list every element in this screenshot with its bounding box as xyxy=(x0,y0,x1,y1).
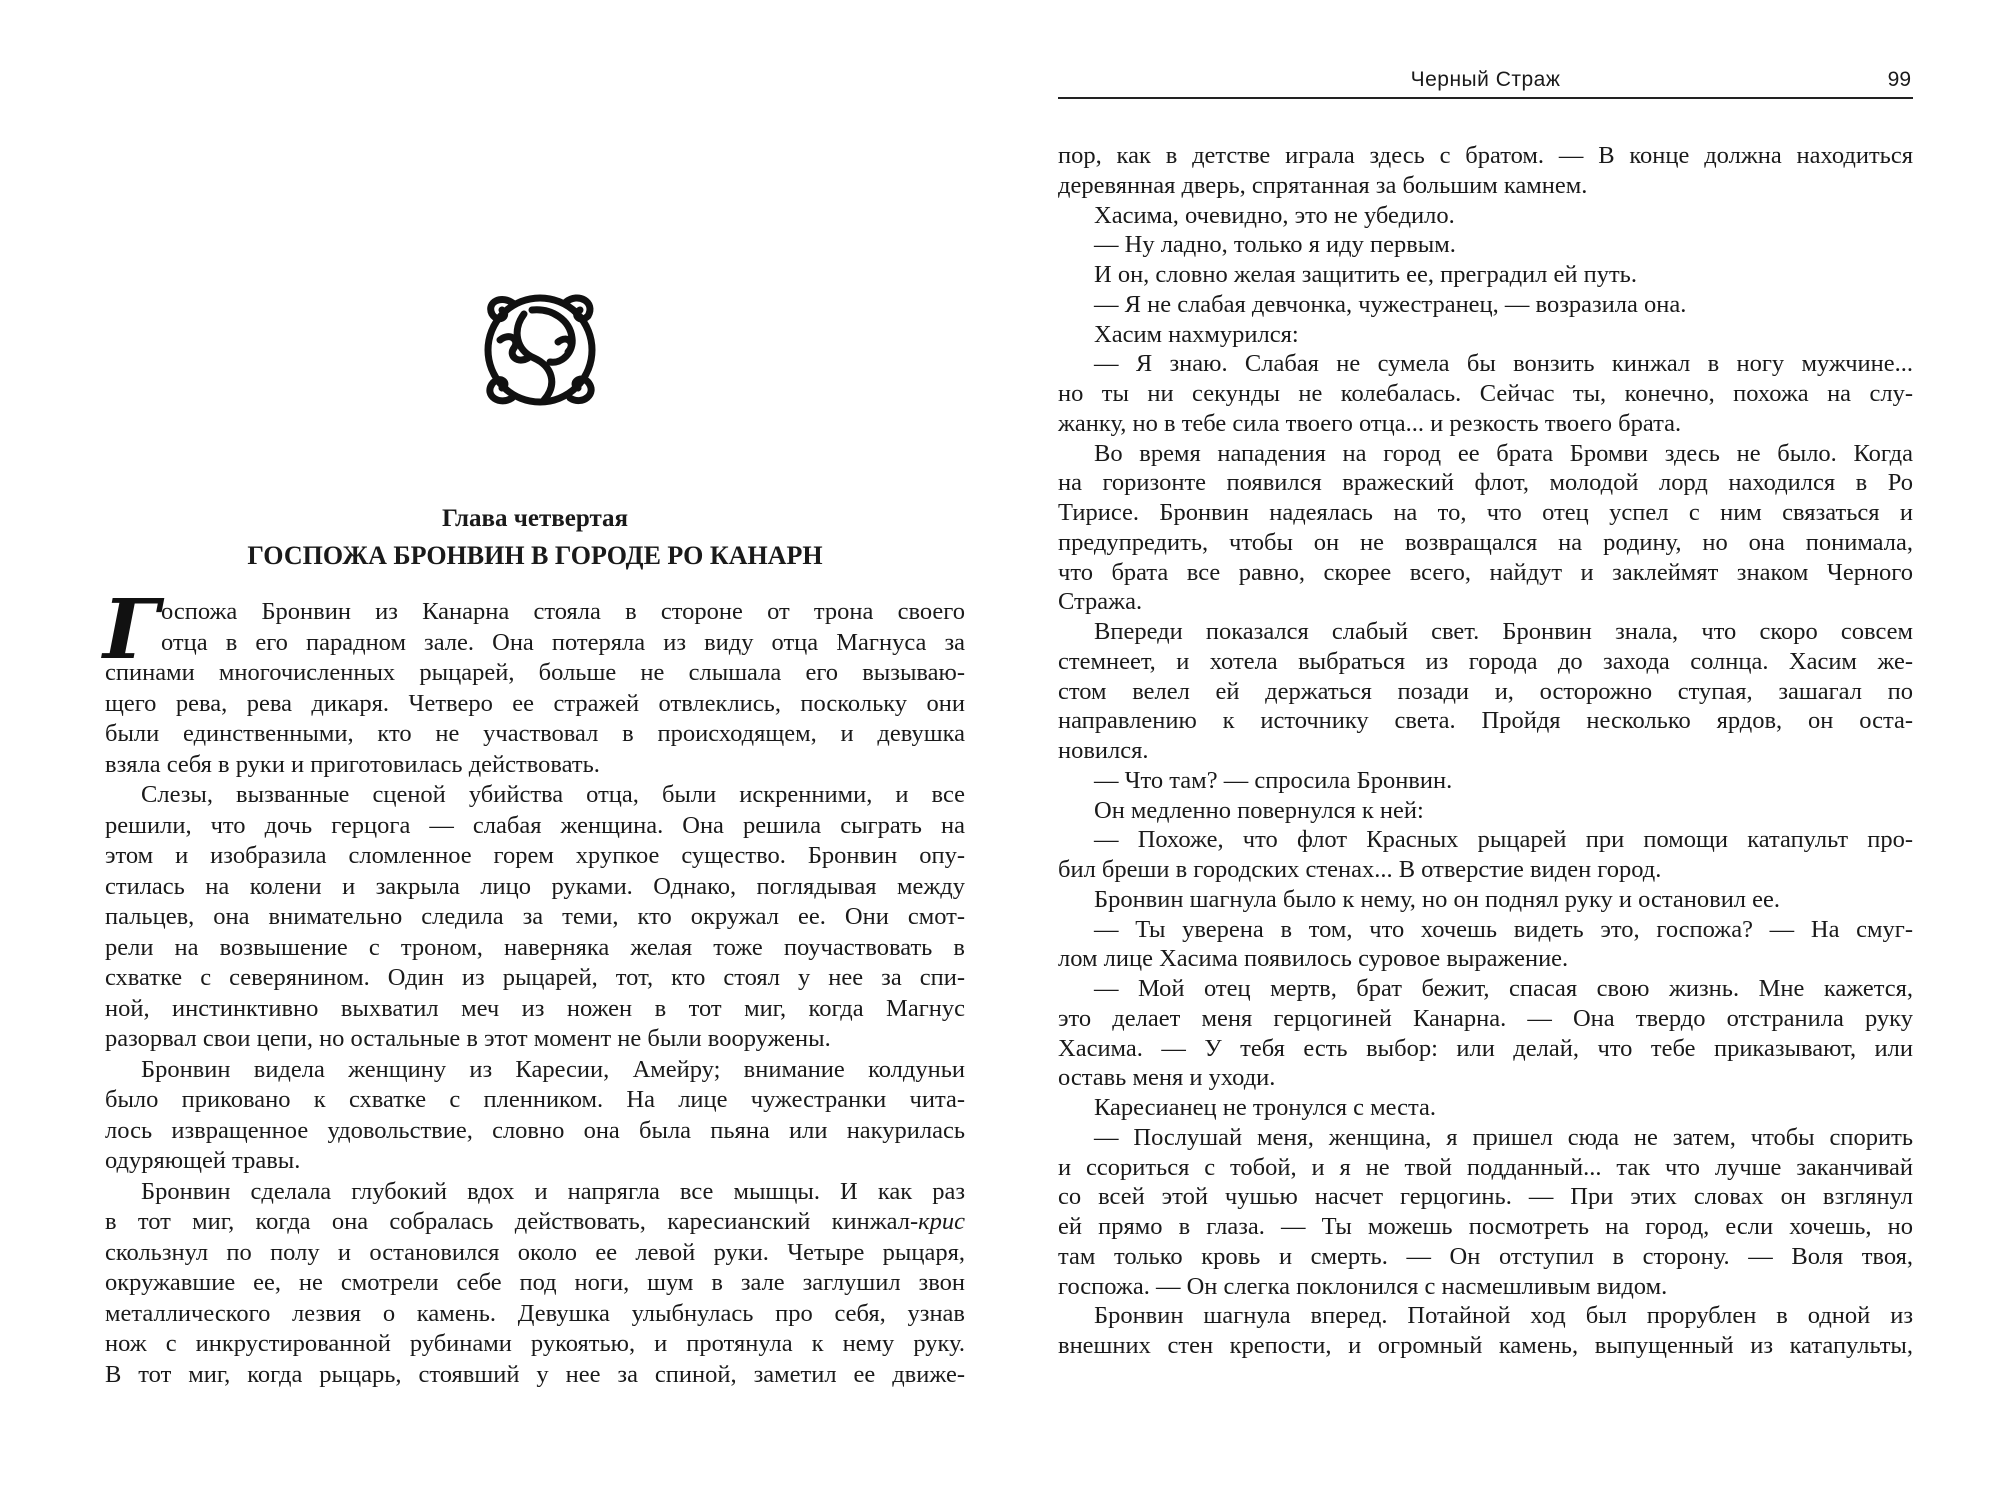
text-line: Бронвин сделала глубокий вдох и напрягла все мышцы. И как раз xyxy=(141,1177,965,1205)
text-line: ной, инстинктивно выхватил меч из ножен в тот миг, когда Магнус xyxy=(105,994,965,1022)
text-line: отца в его парадном зале. Она потеряла из виду отца Магнуса за xyxy=(161,628,965,656)
text-line: но ты ни секунды не колебалась. Сейчас ты, конечно, похожа на слу- xyxy=(1058,380,1913,407)
italic-term: крис xyxy=(918,1208,965,1235)
text-line: щего рева, рева дикаря. Четверо ее стражей отвлеклись, поскольку они xyxy=(105,689,965,717)
text-line: Впереди показался слабый свет. Бронвин знала, что скоро совсем xyxy=(1094,618,1913,645)
text-line: Тирисе. Бронвин надеялась на то, что отец успел с ним связаться и xyxy=(1058,499,1913,526)
text-line: это делает меня герцогиней Канарна. — Она твердо отстранила руку xyxy=(1058,1004,1913,1032)
text-line: скользнул по полу и остановился около ее левой руки. Четыре рыцаря, xyxy=(105,1238,965,1266)
text-line: — Похоже, что флот Красных рыцарей при помощи катапульт про- xyxy=(1094,826,1913,854)
text-line: внешних стен крепости, и огромный камень, выпущенный из катапульты, xyxy=(1058,1332,1913,1359)
text-line: нож с инкрустированной рубинами рукоятью, и протянула к нему руку. xyxy=(105,1330,965,1357)
chapter-label: Глава четвертая xyxy=(441,505,629,532)
text-segment: в тот миг, когда она собралась действовать, каресианский кинжал- xyxy=(105,1208,919,1235)
text-line: — Послушай меня, женщина, я пришел сюда не затем, чтобы спорить xyxy=(1094,1123,1913,1151)
text-line: — Ну ладно, только я иду первым. xyxy=(1094,231,1456,259)
text-line: бил бреши в городских стенах... В отверстие виден город. xyxy=(1058,856,1662,883)
text-line: окружавшие ее, не смотрели себе под ноги, шум в зале заглушил звон xyxy=(105,1269,965,1296)
text-line: одуряющей травы. xyxy=(105,1147,301,1174)
text-line: деревянная дверь, спрятанная за большим камнем. xyxy=(1058,171,1588,199)
text-line: — Я знаю. Слабая не сумела бы вонзить кинжал в ногу мужчине... xyxy=(1094,350,1913,378)
text-line: В тот миг, когда рыцарь, стоявший у нее за спиной, заметил ее движе- xyxy=(105,1360,965,1388)
page-number: 99 xyxy=(1887,68,1911,91)
running-head xyxy=(1058,66,1913,96)
text-line: предупредить, чтобы он не возвращался на родину, но она понимала, xyxy=(1058,528,1913,556)
text-line: металлического лезвия о камень. Девушка улыбнулась про себя, узнав xyxy=(105,1299,965,1327)
text-line: Хасима. — У тебя есть выбор: или делай, что тебе приказывают, или xyxy=(1058,1034,1913,1062)
text-line: были единственными, кто не участвовал в происходящем, и девушка xyxy=(105,720,965,747)
text-line: спинами многочисленных рыцарей, больше не слышала его вызываю- xyxy=(105,659,965,686)
text-line: взяла себя в руки и приготовилась действовать. xyxy=(105,750,600,778)
running-head-title: Черный Страж xyxy=(1410,68,1561,91)
text-line: схватке с северянином. Один из рыцарей, тот, кто стоял у нее за спи- xyxy=(105,964,965,991)
text-line: со всей этой чушью насчет герцогинь. — При этих словах он взглянул xyxy=(1058,1183,1913,1211)
text-line: Каресианец не тронулся с места. xyxy=(1094,1094,1436,1121)
text-line: Бронвин шагнула было к нему, но он поднял руку и остановил ее. xyxy=(1094,885,1781,913)
text-line: Во время нападения на город ее брата Бромви здесь не было. Когда xyxy=(1094,439,1913,467)
text-line: Хасима, очевидно, это не убедило. xyxy=(1094,201,1455,229)
drop-cap: Г xyxy=(103,582,160,678)
text-line: — Ты уверена в том, что хочешь видеть это, госпожа? — На смуг- xyxy=(1094,915,1913,943)
text-line: и ссориться с тобой, и я не твой подданный... так что лучше заканчивай xyxy=(1058,1153,1913,1181)
text-line: лось извращенное удовольствие, словно она была пьяна или накурилась xyxy=(105,1116,965,1144)
left-page-text xyxy=(103,582,965,1390)
text-line: Он медленно повернулся к ней: xyxy=(1094,796,1424,824)
text-line: Бронвин шагнула вперед. Потайной ход был прорублен в одной из xyxy=(1094,1302,1913,1330)
text-line: госпожа. — Он слегка поклонился с насмешливым видом. xyxy=(1058,1272,1668,1300)
text-line: оспожа Бронвин из Канарна стояла в стороне от трона своего xyxy=(161,598,965,625)
text-line: — Я не слабая девчонка, чужестранец, — возразила она. xyxy=(1094,290,1687,318)
text-line: новился. xyxy=(1058,737,1149,764)
text-line: Стража. xyxy=(1058,588,1143,616)
text-line: там только кровь и смерть. — Он отступил в сторону. — Воля твоя, xyxy=(1058,1242,1913,1270)
text-line: ей прямо в глаза. — Ты можешь посмотреть на город, если хочешь, но xyxy=(1058,1213,1913,1240)
text-line: пальцев, она внимательно следила за теми, кто окружал ее. Они смот- xyxy=(105,903,965,930)
text-line: направлению к источнику света. Пройдя несколько ярдов, он оста- xyxy=(1058,707,1913,735)
header-rule xyxy=(1058,97,1913,99)
text-line: Хасим нахмурился: xyxy=(1094,320,1299,348)
text-line: стом велел ей держаться позади и, осторожно ступая, зашагал по xyxy=(1058,677,1913,705)
text-line: — Что там? — спросила Бронвин. xyxy=(1094,766,1453,794)
text-line: И он, словно желая защитить ее, преградил ей путь. xyxy=(1094,261,1637,288)
text-line: Слезы, вызванные сценой убийства отца, были искренними, и все xyxy=(141,781,965,808)
right-page-text xyxy=(1058,141,1913,1361)
text-line: жанку, но в тебе сила твоего отца... и резкость твоего брата. xyxy=(1058,409,1682,437)
text-line: было приковано к схватке с пленником. На лице чужестранки чита- xyxy=(105,1086,965,1113)
text-line: пор, как в детстве играла здесь с братом. — В конце должна находиться xyxy=(1058,142,1913,169)
text-line: стемнеет, и хотела выбраться из города до захода солнца. Хасим же- xyxy=(1058,647,1913,675)
text-line: решили, что дочь герцога — слабая женщина. Она решила сыграть на xyxy=(105,811,965,839)
text-line: стилась на колени и закрыла лицо руками. Однако, поглядывая между xyxy=(105,872,965,900)
text-line: — Мой отец мертв, брат бежит, спасая свою жизнь. Мне кажется, xyxy=(1094,975,1913,1002)
text-line: этом и изобразила сломленное горем хрупкое существо. Бронвин опу- xyxy=(105,842,965,869)
chapter-ornament-icon xyxy=(472,280,608,416)
text-line: Бронвин видела женщину из Каресии, Амейру; внимание колдуньи xyxy=(141,1055,965,1083)
text-line: на горизонте появился вражеский флот, молодой лорд находился в Ро xyxy=(1058,469,1913,497)
text-line: оставь меня и уходи. xyxy=(1058,1064,1276,1092)
text-line: разорвал свои цепи, но остальные в этот момент не были вооружены. xyxy=(105,1025,831,1052)
text-line: рели на возвышение с троном, наверняка желая тоже поучаствовать в xyxy=(105,933,965,961)
text-line: что брата все равно, скорее всего, найдут и заклеймят знаком Черного xyxy=(1058,558,1913,586)
chapter-title: ГОСПОЖА БРОНВИН В ГОРОДЕ РО КАНАРН xyxy=(247,541,823,570)
text-line: лом лице Хасима появилось суровое выражение. xyxy=(1058,945,1569,973)
text-line xyxy=(105,1207,965,1238)
